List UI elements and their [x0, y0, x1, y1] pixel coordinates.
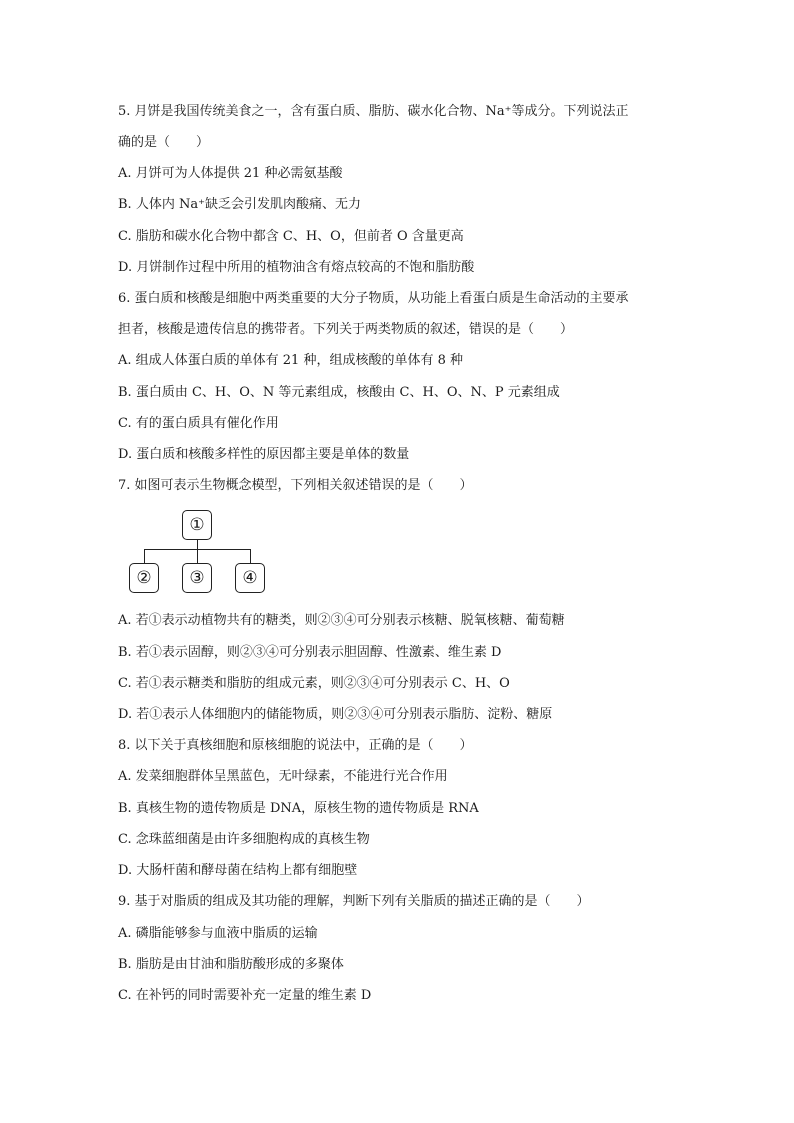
question-5-stem-line-2: 确的是（ ） — [118, 135, 210, 150]
question-7-option-c: C. 若①表示糖类和脂肪的组成元素，则②③④可分别表示 C、H、O — [118, 676, 510, 691]
diagram-node-child-3: ④ — [235, 563, 265, 593]
question-8-option-d: D. 大肠杆菌和酵母菌在结构上都有细胞壁 — [118, 863, 358, 878]
diagram-connector-right — [250, 549, 251, 563]
question-9-option-b: B. 脂肪是由甘油和脂肪酸形成的多聚体 — [118, 957, 344, 972]
diagram-connector-left — [144, 549, 145, 563]
question-9-option-a: A. 磷脂能够参与血液中脂质的运输 — [118, 926, 318, 941]
question-5-option-d: D. 月饼制作过程中所用的植物油含有熔点较高的不饱和脂肪酸 — [118, 260, 475, 275]
concept-model-diagram — [118, 505, 278, 600]
diagram-connector-middle — [197, 549, 198, 563]
question-7-option-d: D. 若①表示人体细胞内的储能物质，则②③④可分别表示脂肪、淀粉、糖原 — [118, 707, 553, 722]
question-7-stem: 7. 如图可表示生物概念模型，下列相关叙述错误的是（ ） — [118, 478, 473, 493]
question-8-stem: 8. 以下关于真核细胞和原核细胞的说法中，正确的是（ ） — [118, 738, 473, 753]
question-5-option-b: B. 人体内 Na⁺缺乏会引发肌肉酸痛、无力 — [118, 197, 361, 212]
question-6-stem-line-1: 6. 蛋白质和核酸是细胞中两类重要的大分子物质，从功能上看蛋白质是生命活动的主要承 — [118, 291, 629, 306]
question-5-stem-line-1: 5. 月饼是我国传统美食之一，含有蛋白质、脂肪、碳水化合物、Na⁺等成分。下列说法正 — [118, 104, 629, 119]
question-5-option-c: C. 脂肪和碳水化合物中都含 C、H、O，但前者 O 含量更高 — [118, 229, 464, 244]
question-6-option-d: D. 蛋白质和核酸多样性的原因都主要是单体的数量 — [118, 447, 410, 462]
question-8-option-a: A. 发菜细胞群体呈黑蓝色，无叶绿素，不能进行光合作用 — [118, 769, 448, 784]
question-6-stem-line-2: 担者，核酸是遗传信息的携带者。下列关于两类物质的叙述，错误的是（ ） — [118, 322, 574, 337]
question-7-option-a: A. 若①表示动植物共有的糖类，则②③④可分别表示核糖、脱氧核糖、葡萄糖 — [118, 613, 565, 628]
question-7-option-b: B. 若①表示固醇，则②③④可分别表示胆固醇、性激素、维生素 D — [118, 645, 502, 660]
question-9-option-c: C. 在补钙的同时需要补充一定量的维生素 D — [118, 988, 372, 1003]
question-6-option-c: C. 有的蛋白质具有催化作用 — [118, 416, 279, 431]
question-8-option-b: B. 真核生物的遗传物质是 DNA，原核生物的遗传物质是 RNA — [118, 801, 479, 816]
diagram-node-child-2: ③ — [182, 563, 212, 593]
question-8-option-c: C. 念珠蓝细菌是由许多细胞构成的真核生物 — [118, 832, 370, 847]
question-6-option-b: B. 蛋白质由 C、H、O、N 等元素组成，核酸由 C、H、O、N、P 元素组成 — [118, 385, 560, 400]
question-5-option-a: A. 月饼可为人体提供 21 种必需氨基酸 — [118, 166, 343, 181]
diagram-node-top: ① — [182, 510, 212, 540]
question-6-option-a: A. 组成人体蛋白质的单体有 21 种，组成核酸的单体有 8 种 — [118, 353, 463, 368]
question-9-stem: 9. 基于对脂质的组成及其功能的理解，判断下列有关脂质的描述正确的是（ ） — [118, 894, 590, 909]
diagram-node-child-1: ② — [129, 563, 159, 593]
